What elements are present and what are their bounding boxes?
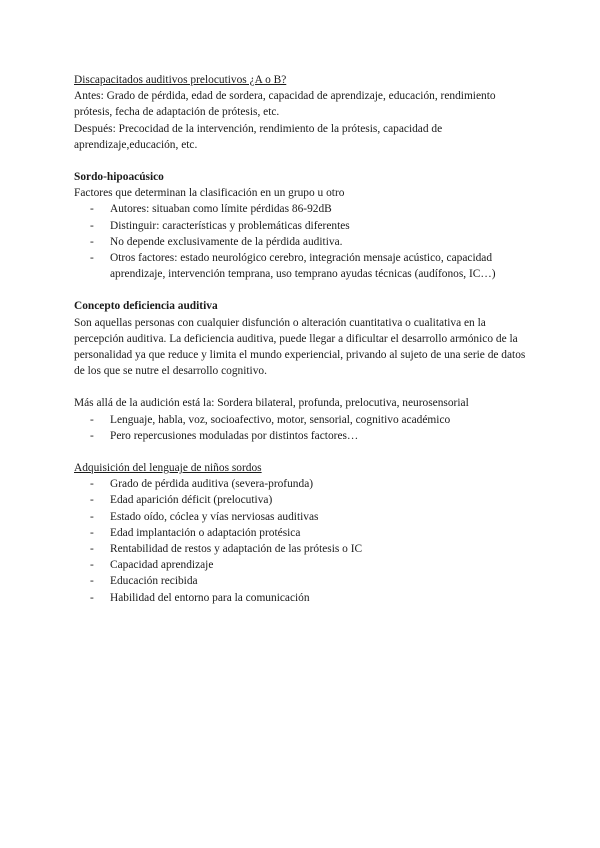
list-item: - Grado de pérdida auditiva (severa-profunda) xyxy=(90,476,526,492)
paragraph-factores: Factores que determinan la clasificación en un grupo u otro xyxy=(74,187,345,200)
spacer xyxy=(74,153,526,169)
spacer xyxy=(74,444,526,460)
paragraph-mas-alla: Más allá de la audición está la: Sordera bilateral, profunda, prelocutiva, neurosensorial xyxy=(74,397,469,410)
section-prelocutivos xyxy=(74,72,526,153)
section-title-prelocutivos: Discapacitados auditivos prelocutivos ¿A o B? xyxy=(74,74,287,86)
paragraph-concepto: Son aquellas personas con cualquier disfunción o alteración cuantitativa o cualitativa en la percepción auditiva. La deficiencia auditiva, puede llegar a dificultar el desarrollo armónico de la personalidad ya que reduce y limita el mundo experiencial, privando al sujeto de una serie de datos de los que se nutre el desarrollo cognitivo. xyxy=(74,316,526,378)
list-factores xyxy=(74,201,526,282)
list-item: - Otros factores: estado neurológico cerebro, integración mensaje acústico, capacidad aprendizaje, intervención temprana, uso temprano ayudas técnicas (audífonos, IC…) xyxy=(90,250,526,282)
list-adquisicion xyxy=(74,476,526,606)
list-item: - Autores: situaban como límite pérdidas 86-92dB xyxy=(90,201,526,217)
paragraph-despues: Después: Precocidad de la intervención, rendimiento de la prótesis, capacidad de aprendizaje,educación, etc. xyxy=(74,122,443,151)
list-item: - Edad aparición déficit (prelocutiva) xyxy=(90,492,526,508)
list-repercusiones xyxy=(74,412,526,444)
list-item: - Habilidad del entorno para la comunicación xyxy=(90,590,526,606)
list-item: - Capacidad aprendizaje xyxy=(90,557,526,573)
section-title-adquisicion: Adquisición del lenguaje de niños sordos xyxy=(74,462,262,475)
list-item: - Estado oído, cóclea y vías nerviosas auditivas xyxy=(90,509,526,525)
section-title-sordo-hipoacusico: Sordo-hipoacúsico xyxy=(74,171,164,184)
list-item: - Distinguir: características y problemáticas diferentes xyxy=(90,218,526,234)
section-sordo-hipoacusico xyxy=(74,169,526,282)
list-item: - Educación recibida xyxy=(90,573,526,589)
spacer xyxy=(74,282,526,298)
section-concepto xyxy=(74,298,526,379)
list-item: - Rentabilidad de restos y adaptación de las prótesis o IC xyxy=(90,541,526,557)
section-mas-alla xyxy=(74,395,526,444)
list-item: - Pero repercusiones moduladas por distintos factores… xyxy=(90,428,526,444)
paragraph-antes: Antes: Grado de pérdida, edad de sordera, capacidad de aprendizaje, educación, rendimiento prótesis, fecha de adaptación de prótesis, etc. xyxy=(74,90,496,119)
section-title-concepto: Concepto deficiencia auditiva xyxy=(74,300,218,313)
list-item: - Edad implantación o adaptación protésica xyxy=(90,525,526,541)
section-adquisicion xyxy=(74,460,526,606)
list-item: - Lenguaje, habla, voz, socioafectivo, motor, sensorial, cognitivo académico xyxy=(90,412,526,428)
list-item: - No depende exclusivamente de la pérdida auditiva. xyxy=(90,234,526,250)
spacer xyxy=(74,379,526,395)
